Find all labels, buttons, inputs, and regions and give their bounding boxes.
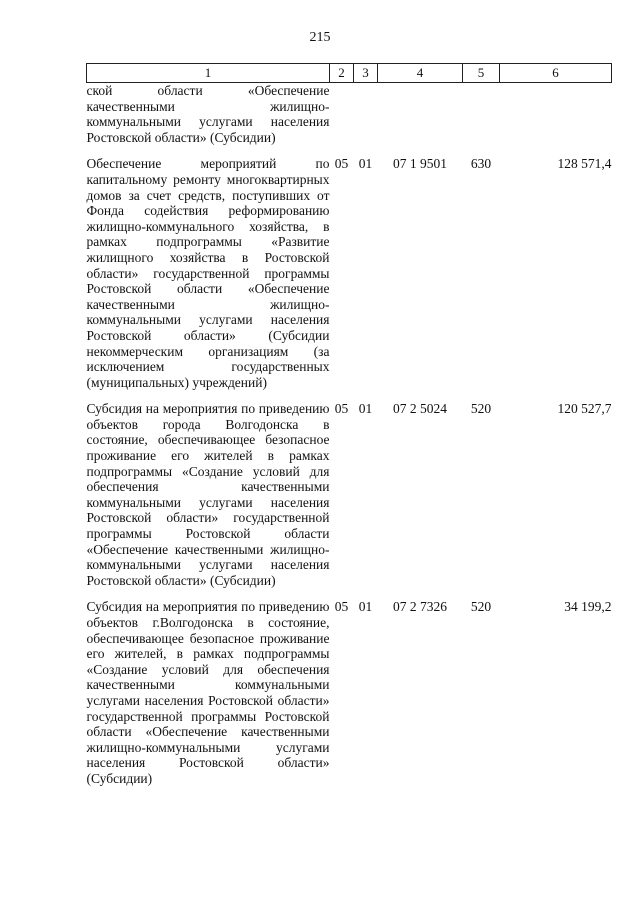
row-amount [500, 83, 612, 146]
page-number: 215 [309, 30, 331, 45]
row-subsection: 01 [358, 156, 373, 172]
row-amount: 128 571,4 [557, 156, 612, 172]
row-description: Субсидия на мероприятия по приведению объектов города Волгодонска в состояние, обеспечивающее безопасное проживание его жителей в рамках подпрограммы «Создание условий для обеспечения качественными коммунальными услугами населения Ростовской области» государственной программы Ростовской области «Обеспечение качественными жилищно-коммунальными услугами населения Ростовской области» (Субсидии) [86, 401, 330, 588]
table-row [87, 83, 612, 146]
row-subsection [354, 83, 378, 146]
row-spacer [87, 390, 612, 401]
row-target-article: 07 2 7326 [393, 599, 447, 615]
row-amount: 120 527,7 [557, 401, 612, 417]
column-header-amount: 6 [500, 64, 612, 83]
column-header-target-article: 4 [378, 64, 463, 83]
budget-table [86, 63, 612, 787]
column-header-subsection: 3 [354, 64, 378, 83]
row-description: ской области «Обеспечение качественными жилищно-коммунальными услугами населения Ростовской области» (Субсидии) [86, 83, 330, 145]
row-section [330, 83, 354, 146]
row-spacer [87, 145, 612, 156]
row-target-article: 07 1 9501 [393, 156, 447, 172]
row-subsection: 01 [358, 401, 373, 417]
row-expense-type: 630 [470, 156, 492, 172]
table-header-row [87, 64, 612, 83]
column-header-expense-type: 5 [463, 64, 500, 83]
row-amount: 34 199,2 [564, 599, 612, 615]
column-header-description: 1 [87, 64, 330, 83]
row-expense-type: 520 [470, 401, 492, 417]
row-description: Субсидия на мероприятия по приведению объектов г.Волгодонска в состояние, обеспечивающее безопасное проживание его жителей, в рамках подпрограммы «Создание условий для обеспечения качественными коммунальными услугами населения Ростовской области» государственной программы Ростовской области «Обеспечение качественными жилищно-коммунальными услугами населения Ростовской области» (Субсидии) [86, 599, 330, 786]
table-row [87, 156, 612, 390]
row-expense-type [463, 83, 500, 146]
row-target-article: 07 2 5024 [393, 401, 447, 417]
row-subsection: 01 [358, 599, 373, 615]
row-expense-type: 520 [470, 599, 492, 615]
row-spacer [87, 588, 612, 599]
row-section: 05 [334, 599, 349, 615]
row-section: 05 [334, 401, 349, 417]
table-row [87, 401, 612, 588]
column-header-section: 2 [330, 64, 354, 83]
row-description: Обеспечение мероприятий по капитальному ремонту многоквартирных домов за счет средств, поступивших от Фонда содействия реформированию жилищно-коммунального хозяйства, в рамках подпрограммы «Развитие жилищного хозяйства в Ростовской области» государственной программы Ростовской области «Обеспечение качественными жилищно-коммунальными услугами населения Ростовской области» (Субсидии некоммерческим организациям (за исключением государственных (муниципальных) учреждений) [86, 156, 330, 390]
row-section: 05 [334, 156, 349, 172]
table-row [87, 599, 612, 786]
row-target-article [378, 83, 463, 146]
